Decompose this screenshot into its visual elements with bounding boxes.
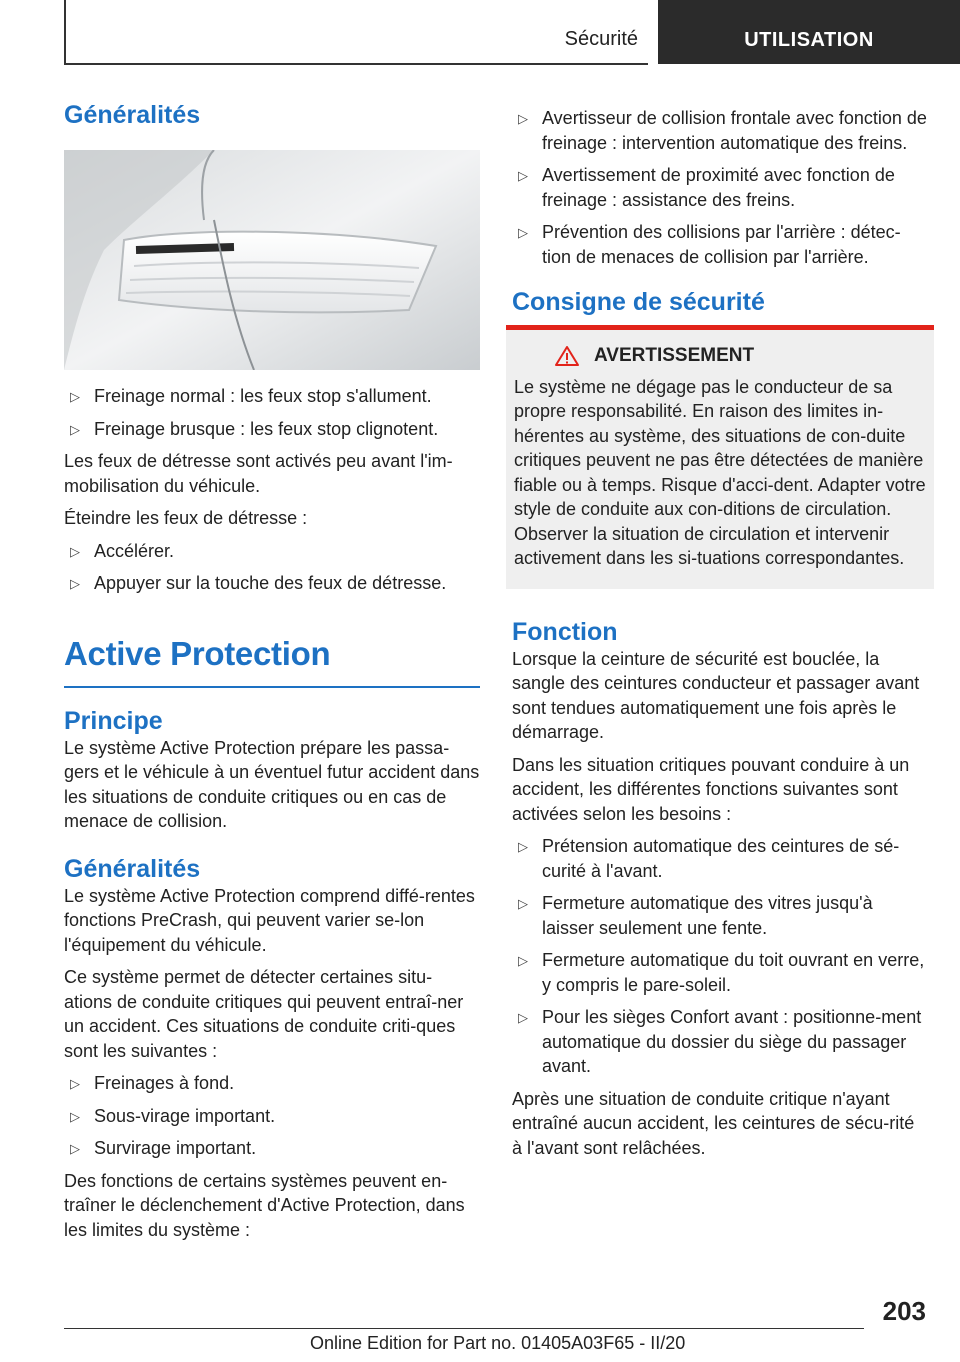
list-item: ▷ Avertisseur de collision frontale avec fonction de freinage : intervention automatique des freins. — [518, 108, 927, 153]
heading-fonction: Fonction — [512, 617, 618, 646]
triangle-bullet-icon: ▷ — [518, 953, 528, 968]
warning-title: AVERTISSEMENT — [594, 345, 755, 366]
paragraph: Les feux de détresse sont activés peu avant l'im-mobilisation du véhicule. — [64, 451, 453, 496]
warning-header — [554, 344, 926, 369]
header-rule — [64, 0, 66, 64]
list-item: ▷ Fermeture automatique des vitres jusqu'à laisser seulement une fente. — [518, 893, 873, 938]
system-functions-list — [512, 106, 928, 269]
heading-generalites-2: Généralités — [64, 854, 201, 883]
left-column — [64, 100, 480, 1250]
heading-principe: Principe — [64, 706, 163, 735]
heading-rule — [64, 686, 480, 688]
heading-consigne: Consigne de sécurité — [512, 288, 765, 316]
paragraph: Ce système permet de détecter certaines situ-ations de conduite critiques qui peuvent entraî-ner un accident. Ces situations de conduite criti-ques sont les suivantes : — [64, 967, 464, 1061]
paragraph: Des fonctions de certains systèmes peuvent en-traîner le déclenchement d'Active Protection, dans les limites du système : — [64, 1170, 465, 1240]
header-section: Sécurité — [564, 28, 638, 50]
triangle-bullet-icon: ▷ — [518, 111, 528, 126]
brake-light-list — [64, 384, 480, 441]
precrash-actions-list — [512, 834, 928, 1079]
triangle-bullet-icon: ▷ — [518, 896, 528, 911]
edition-note: Online Edition for Part no. 01405A03F65 - II/20 — [310, 1333, 686, 1353]
triangle-bullet-icon: ▷ — [70, 1076, 80, 1091]
list-item: ▷ Freinage brusque : les feux stop clignotent. — [64, 417, 480, 442]
triangle-bullet-icon: ▷ — [70, 1141, 80, 1156]
critical-situations-list — [64, 1071, 480, 1161]
list-item: ▷ Accélérer. — [64, 539, 480, 564]
paragraph: Le système Active Protection prépare les passa-gers et le véhicule à un éventuel futur accident dans les situations de conduite critiques ou en cas de menace de collision. — [64, 737, 480, 831]
warning-box — [506, 325, 934, 589]
right-column — [512, 106, 928, 1168]
list-item: ▷ Freinages à fond. — [64, 1071, 480, 1096]
triangle-bullet-icon: ▷ — [70, 576, 80, 591]
list-item: ▷ Survirage important. — [64, 1136, 480, 1161]
footer-rule — [64, 1328, 864, 1329]
page-number: 203 — [882, 1296, 926, 1326]
triangle-bullet-icon: ▷ — [70, 421, 80, 437]
paragraph: Le système Active Protection comprend diffé-rentes fonctions PreCrash, qui peuvent varier se-lon l'équipement du véhicule. — [64, 885, 475, 955]
list-item: ▷ Prévention des collisions par l'arrière : détec-tion de menaces de collision par l'arrière. — [518, 222, 901, 267]
triangle-bullet-icon: ▷ — [518, 1010, 528, 1025]
list-item: ▷ Appuyer sur la touche des feux de détresse. — [64, 571, 480, 596]
header-baseline — [64, 63, 648, 65]
list-item: ▷ Prétension automatique des ceintures de sé-curité à l'avant. — [518, 836, 900, 881]
triangle-bullet-icon: ▷ — [518, 168, 528, 183]
list-item: ▷ Sous-virage important. — [64, 1104, 480, 1129]
triangle-bullet-icon: ▷ — [70, 389, 80, 404]
tail-light-photo — [64, 150, 480, 370]
list-item: ▷ Freinage normal : les feux stop s'allument. — [64, 384, 480, 409]
paragraph: Lorsque la ceinture de sécurité est bouclée, la sangle des ceintures conducteur et passager avant sont tendues automatiquement une fois après le démarrage. — [512, 648, 920, 742]
paragraph: Éteindre les feux de détresse : — [64, 508, 308, 528]
heading-active-protection: Active Protection — [64, 634, 331, 672]
heading-generalites: Généralités — [64, 101, 201, 129]
hazard-off-list — [64, 539, 480, 596]
paragraph: Dans les situation critiques pouvant conduire à un accident, les différentes fonctions suivantes sont activées selon les besoins : — [512, 754, 910, 824]
warning-triangle-icon — [554, 345, 580, 367]
header-tab: UTILISATION — [658, 0, 960, 64]
paragraph: Après une situation de conduite critique n'ayant entraîné aucun accident, les ceintures de sécu-rité à l'avant sont relâchées. — [512, 1088, 915, 1158]
list-item: ▷ Pour les sièges Confort avant : positionne-ment automatique du dossier du siège du passager avant. — [518, 1007, 922, 1076]
triangle-bullet-icon: ▷ — [70, 1108, 80, 1124]
warning-text: Le système ne dégage pas le conducteur de sa propre responsabilité. En raison des limites in-hérentes au système, des situations de con-duite critiques peuvent ne pas être détectées de manière fiable ou à temps. Risque d'acci-dent. Adapter votre style de conduite aux con-ditions de circulation. Observer la situation de circulation et intervenir activement dans les si-tuations correspondantes. — [514, 376, 926, 568]
list-item: ▷ Avertissement de proximité avec fonction de freinage : assistance des freins. — [518, 165, 895, 210]
triangle-bullet-icon: ▷ — [518, 225, 528, 240]
triangle-bullet-icon: ▷ — [518, 839, 528, 854]
triangle-bullet-icon: ▷ — [70, 543, 80, 559]
list-item: ▷ Fermeture automatique du toit ouvrant en verre, y compris le pare-soleil. — [518, 950, 925, 995]
